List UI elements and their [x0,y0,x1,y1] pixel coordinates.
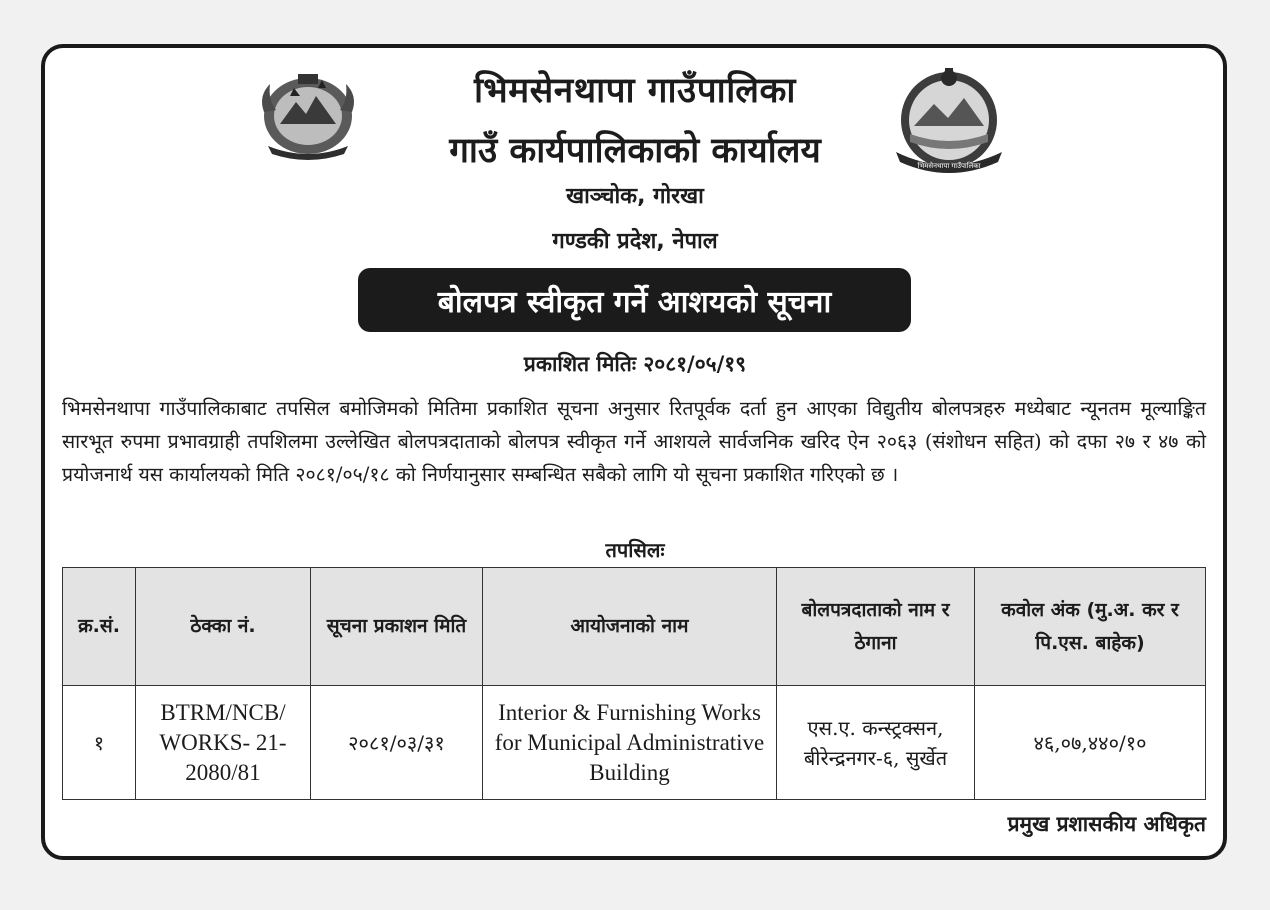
municipality-name: भिमसेनथापा गाउँपालिका [474,71,796,111]
cell-date: २०८१/०३/३१ [311,686,483,800]
cell-bidder: एस.ए. कन्स्ट्रक्सन, बीरेन्द्रनगर-६, सुर्खेत [777,686,975,800]
cell-amount: ४६,०७,४४०/१० [975,686,1206,800]
cell-contract: BTRM/NCB/ WORKS- 21- 2080/81 [136,686,311,800]
office-name: गाउँ कार्यपालिकाको कार्यालय [449,131,821,171]
details-label: तपसिलः [605,538,665,562]
details-table [62,567,1206,800]
col-header-date: सूचना प्रकाशन मिति [311,568,483,686]
col-header-bidder: बोलपत्रदाताको नाम र ठेगाना [777,568,975,686]
office-address: खाञ्चोक, गोरखा [566,184,704,209]
col-header-amount: कवोल अंक (मु.अ. कर र पि.एस. बाहेक) [975,568,1206,686]
published-date: प्रकाशित मितिः २०८१/०५/१९ [523,352,747,376]
col-header-contract: ठेक्का नं. [136,568,311,686]
col-header-project: आयोजनाको नाम [483,568,777,686]
province-country: गण्डकी प्रदेश, नेपाल [552,229,718,254]
seal-caption: भिमसेनथापा गाउँपालिका [917,162,981,170]
notice-body-text: भिमसेनथापा गाउँपालिकाबाट तपसिल बमोजिमको मितिमा प्रकाशित सूचना अनुसार रितपूर्वक दर्ता हुन आएका विद्युतीय बोलपत्रहरु मध्येबाट न्यूनतम मूल्याङ्कित सारभूत रुपमा प्रभावग्राही तपशिलमा उल्लेखित बोलपत्रदाताको बोलपत्र स्वीकृत गर्ने आशयले सार्वजनिक खरिद ऐन २०६३ (संशोधन सहित) को दफा २७ र ४७ को प्रयोजनार्थ यस कार्यालयको मिति २०८१/०५/१८ को निर्णयानुसार सम्बन्धित सबैको लागि यो सूचना प्रकाशित गरिएको छ । [62,397,1206,486]
table-row [63,686,1206,800]
signatory-title: प्रमुख प्रशासकीय अधिकृत [1007,812,1206,836]
col-header-sn: क्र.सं. [63,568,136,686]
cell-project: Interior & Furnishing Works for Municipal Administrative Building [483,686,777,800]
table-header-row [63,568,1206,686]
cell-sn: १ [63,686,136,800]
notice-title-banner: बोलपत्र स्वीकृत गर्ने आशयको सूचना [358,268,911,332]
